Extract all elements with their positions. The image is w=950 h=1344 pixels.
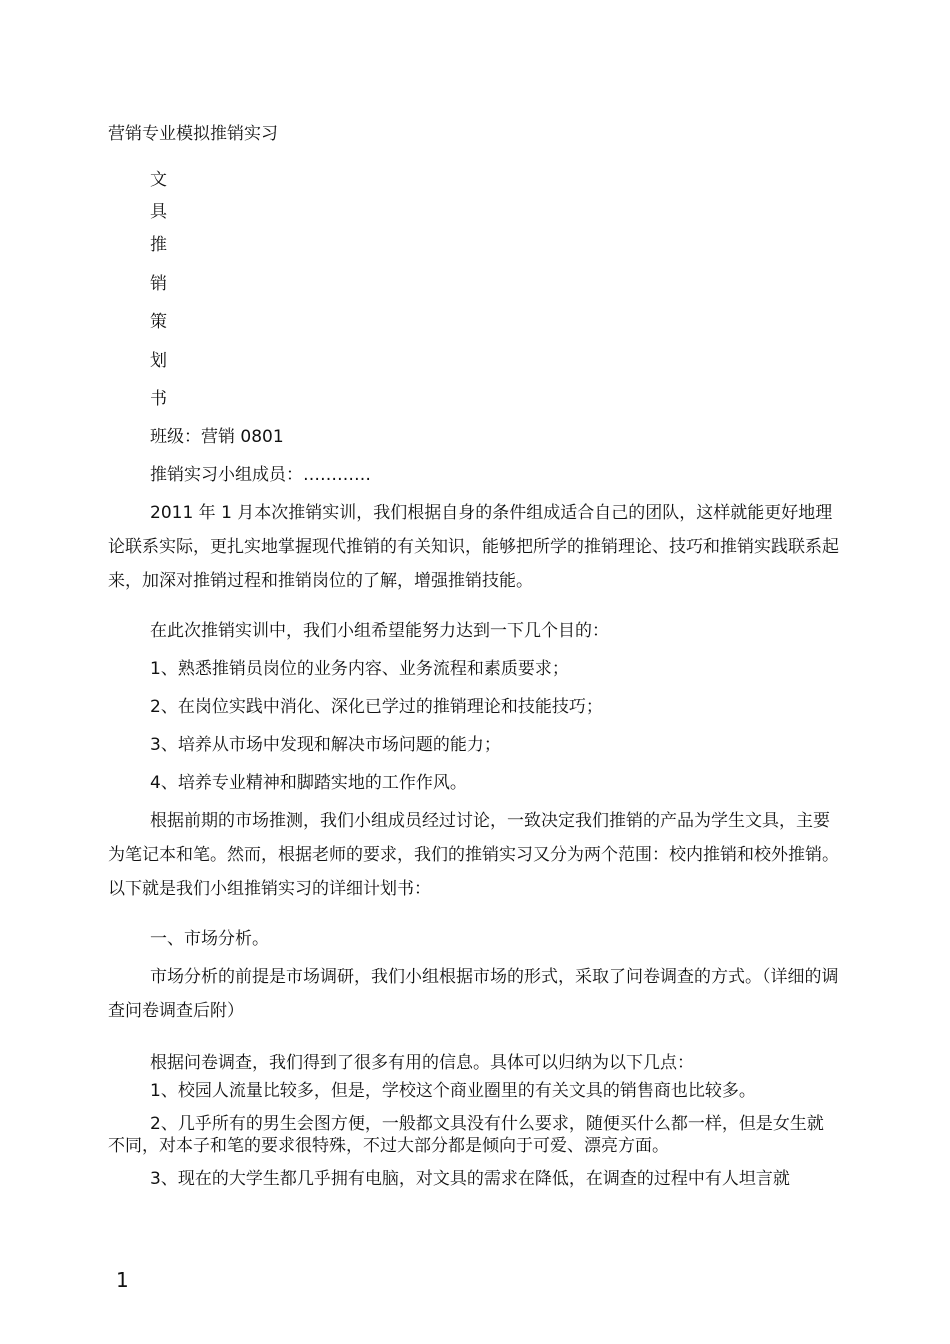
survey-lead: 根据问卷调查，我们得到了很多有用的信息。具体可以归纳为以下几点： xyxy=(150,1053,694,1073)
document-title: 营销专业模拟推销实习 xyxy=(108,124,278,144)
intro-paragraph: 2011 年 1 月本次推销实训，我们根据自身的条件组成适合自己的团队，这样就能更好地理论联系实际，更扎实地掌握现代推销的有关知识，能够把所学的推销理论、技巧和推销实践联系起来，加深对推销过程和推销岗位的了解，增强推销技能。 xyxy=(108,503,839,591)
vertical-title-char: 文 xyxy=(150,170,167,190)
goal-lead: 在此次推销实训中，我们小组希望能努力达到一下几个目的： xyxy=(150,621,609,641)
page-number: 1 xyxy=(116,1268,129,1292)
goal-item: 2、在岗位实践中消化、深化已学过的推销理论和技能技巧； xyxy=(150,697,603,717)
vertical-title-char: 具 xyxy=(150,202,167,222)
vertical-title-char: 策 xyxy=(150,312,167,332)
class-line: 班级：营销 0801 xyxy=(150,427,284,447)
vertical-title-char: 销 xyxy=(150,274,167,294)
section-heading: 一、市场分析。 xyxy=(150,929,269,949)
goal-item: 1、熟悉推销员岗位的业务内容、业务流程和素质要求； xyxy=(150,659,569,679)
survey-point: 3、现在的大学生都几乎拥有电脑，对文具的需求在降低，在调查的过程中有人坦言就 xyxy=(150,1169,790,1189)
goal-item: 4、培养专业精神和脚踏实地的工作作风。 xyxy=(150,773,467,793)
survey-point: 1、校园人流量比较多，但是，学校这个商业圈里的有关文具的销售商也比较多。 xyxy=(150,1081,756,1101)
vertical-title-char: 划 xyxy=(150,351,167,371)
market-intro-paragraph: 市场分析的前提是市场调研，我们小组根据市场的形式，采取了问卷调查的方式。（详细的调查问卷调查后附） xyxy=(108,967,839,1021)
goal-item: 3、培养从市场中发现和解决市场问题的能力； xyxy=(150,735,501,755)
decision-paragraph: 根据前期的市场推测，我们小组成员经过讨论，一致决定我们推销的产品为学生文具，主要为笔记本和笔。然而，根据老师的要求，我们的推销实习又分为两个范围：校内推销和校外推销。以下就是我们小组推销实习的详细计划书： xyxy=(108,811,839,899)
survey-point: 2、几乎所有的男生会图方便，一般都文具没有什么要求，随便买什么都一样，但是女生就不同，对本子和笔的要求很特殊，不过大部分都是倾向于可爱、漂亮方面。 xyxy=(108,1114,824,1156)
vertical-title-char: 书 xyxy=(150,389,167,409)
members-line: 推销实习小组成员：………… xyxy=(150,465,371,485)
vertical-title-char: 推 xyxy=(150,235,167,255)
